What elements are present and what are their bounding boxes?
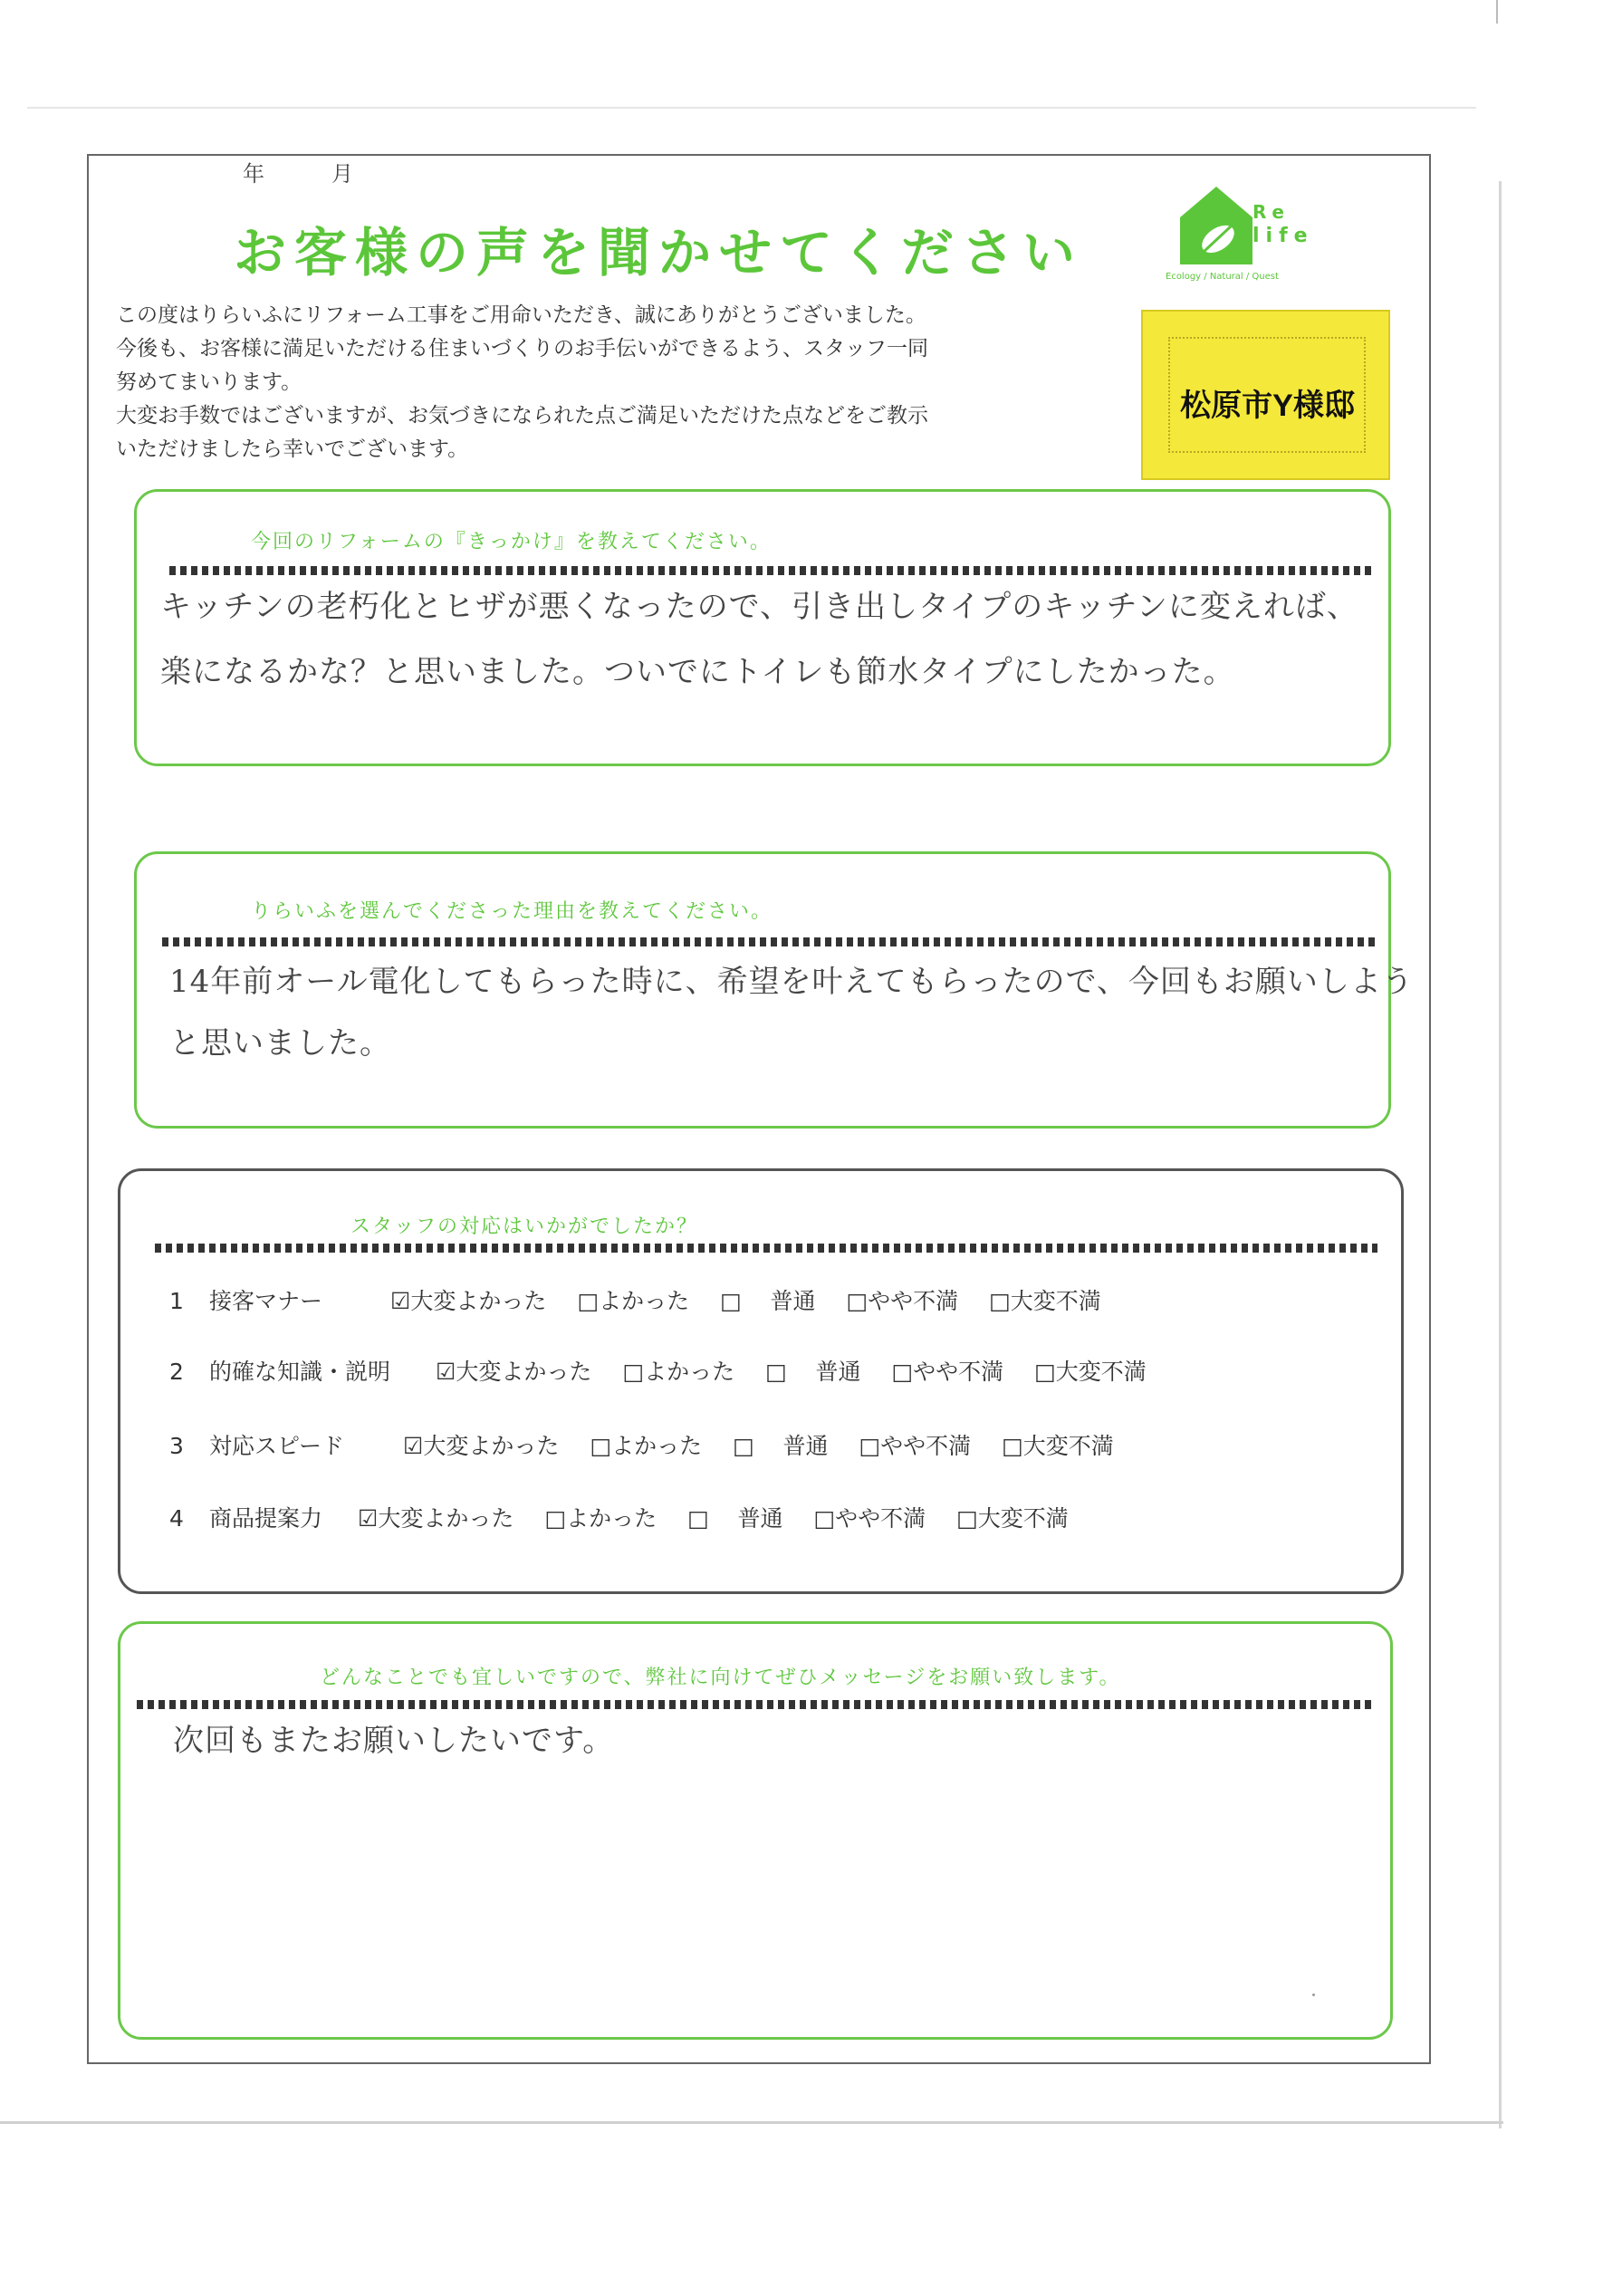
rating-option-checked[interactable] [436,1354,591,1387]
intro-line: 今後も、お客様に満足いただける住まいづくりのお手伝いができるよう、スタッフ一同 [116,337,928,360]
rating-option-label: やや不満 [868,1288,959,1314]
rating-option-label: 大変不満 [1010,1288,1101,1314]
rating-row [169,1354,1177,1387]
dotted-separator [169,566,1374,575]
checked-box-icon: ☑ [390,1288,411,1314]
scan-speck [1312,1993,1315,1996]
rating-option-label: やや不満 [835,1505,926,1532]
checkbox-icon: □ [720,1288,742,1314]
date-line [243,156,420,187]
rating-category: 接客マナー [209,1288,323,1314]
checkbox-icon: □ [765,1359,787,1385]
rating-option-label: 大変不満 [1055,1359,1147,1385]
dotted-separator [155,1244,1377,1253]
staff-rating-heading: スタッフの対応はいかがでしたか？ [350,1215,699,1238]
checkbox-icon: □ [956,1505,978,1532]
checkbox-icon: □ [859,1433,881,1459]
dotted-separator [162,937,1376,946]
rating-option[interactable] [622,1354,734,1387]
year-label: 年 [243,161,266,187]
checkbox-icon: □ [1002,1433,1023,1459]
checked-box-icon: ☑ [358,1505,379,1532]
rating-category: 対応スピード [209,1433,345,1459]
checkbox-icon: □ [733,1433,754,1459]
logo-re-text: Re [1252,201,1290,223]
rating-row [169,1283,1132,1316]
rating-option[interactable] [733,1428,828,1461]
checkbox-icon: □ [989,1288,1011,1314]
handwritten-answer-line: 楽になるかな？と思いました。ついでにトイレも節水タイプにしたかった。 [160,654,1235,690]
rating-option-label: よかった [599,1288,690,1314]
checkbox-icon: □ [846,1288,869,1314]
checked-box-icon: ☑ [436,1359,456,1385]
checkbox-icon: □ [1034,1359,1056,1385]
question-box-reason [134,489,1391,766]
rating-option-label: 普通 [815,1359,861,1385]
relife-logo [1162,181,1343,288]
rating-option[interactable] [892,1354,1004,1387]
scan-edge-line [1499,181,1502,2128]
rating-option[interactable] [989,1283,1101,1316]
rating-row [169,1428,1145,1461]
staff-rating-box [118,1168,1404,1594]
handwritten-answer-line: キッチンの老朽化とヒザが悪くなったので、引き出しタイプのキッチンに変えれば、 [160,589,1358,625]
house-leaf-icon [1178,185,1254,266]
rating-option-checked[interactable] [390,1283,546,1316]
rating-option-label: やや不満 [880,1433,972,1459]
rating-option[interactable] [847,1283,959,1316]
question-box-choice [134,851,1414,1129]
checked-box-icon: ☑ [403,1433,424,1459]
rating-option[interactable] [687,1501,782,1533]
month-label: 月 [331,161,355,187]
checkbox-icon: □ [891,1359,914,1385]
checkbox-icon: □ [590,1433,612,1459]
customer-name: 松原市Y様邸 [1180,389,1355,423]
rating-option[interactable] [859,1428,972,1461]
intro-line: いただけましたら幸いでございます。 [116,437,469,461]
rating-number: 2 [169,1359,184,1385]
rating-option[interactable] [1034,1354,1147,1387]
handwritten-answer-line: 14年前オール電化してもらった時に、希望を叶えてもらったので、今回もお願いしよう [169,964,1414,1000]
rating-category: 商品提案力 [209,1505,323,1532]
rating-option[interactable] [956,1501,1069,1533]
checkbox-icon: □ [813,1505,836,1532]
rating-number: 4 [169,1505,184,1532]
rating-option[interactable] [814,1501,926,1533]
intro-line: この度はりらいふにリフォーム工事をご用命いただき、誠にありがとうございました。 [116,303,926,327]
rating-category: 的確な知識・説明 [209,1359,391,1385]
rating-option-label: 大変よかった [378,1505,514,1532]
rating-option-label: 大変よかった [423,1433,560,1459]
rating-option-checked[interactable] [403,1428,559,1461]
scan-edge-line [0,2121,1503,2124]
rating-option-label: よかった [644,1359,735,1385]
rating-option-label: 大変よかった [456,1359,592,1385]
rating-option-label: よかった [611,1433,703,1459]
checkbox-icon: □ [544,1505,567,1532]
rating-option[interactable] [1002,1428,1114,1461]
question-heading: りらいふを選んでくださった理由を教えてください。 [251,900,773,923]
rating-option-label: 大変不満 [1022,1433,1114,1459]
rating-option-label: 普通 [737,1505,783,1532]
rating-option-label: よかった [566,1505,657,1532]
rating-option-label: やや不満 [913,1359,1004,1385]
rating-option[interactable] [720,1283,815,1316]
logo-life-text: life [1252,225,1314,247]
scan-mark [1496,0,1498,24]
intro-text [116,299,1139,466]
rating-option-label: 普通 [782,1433,829,1459]
rating-number: 1 [169,1288,184,1314]
question-box-message [118,1621,1393,2040]
rating-option-label: 大変不満 [977,1505,1069,1532]
intro-line: 努めてまいります。 [116,370,302,394]
handwritten-answer-line: と思いました。 [169,1025,391,1062]
rating-option[interactable] [590,1428,702,1461]
rating-option-label: 大変よかった [410,1288,547,1314]
rating-option[interactable] [765,1354,860,1387]
rating-number: 3 [169,1433,184,1459]
checkbox-icon: □ [577,1288,600,1314]
checkbox-icon: □ [687,1505,709,1532]
handwritten-answer-line: 次回もまたお願いしたいです。 [173,1723,615,1759]
scan-edge-line [27,107,1476,109]
page-title: お客様の声を聞かせてください [234,222,1084,283]
question-heading: どんなことでも宜しいですので、弊社に向けてぜひメッセージをお願い致します。 [320,1667,1121,1689]
rating-row [169,1501,1099,1533]
rating-option-checked[interactable] [358,1501,513,1533]
dotted-separator [137,1700,1374,1709]
rating-option-label: 普通 [770,1288,816,1314]
rating-option[interactable] [544,1501,657,1533]
question-heading: 今回のリフォームの『きっかけ』を教えてください。 [251,531,772,553]
customer-name-card [1141,310,1390,480]
logo-tagline: Ecology / Natural / Quest [1166,272,1279,282]
rating-option[interactable] [577,1283,689,1316]
checkbox-icon: □ [622,1359,645,1385]
intro-line: 大変お手数ではございますが、お気づきになられた点ご満足いただけた点などをご教示 [116,404,928,427]
